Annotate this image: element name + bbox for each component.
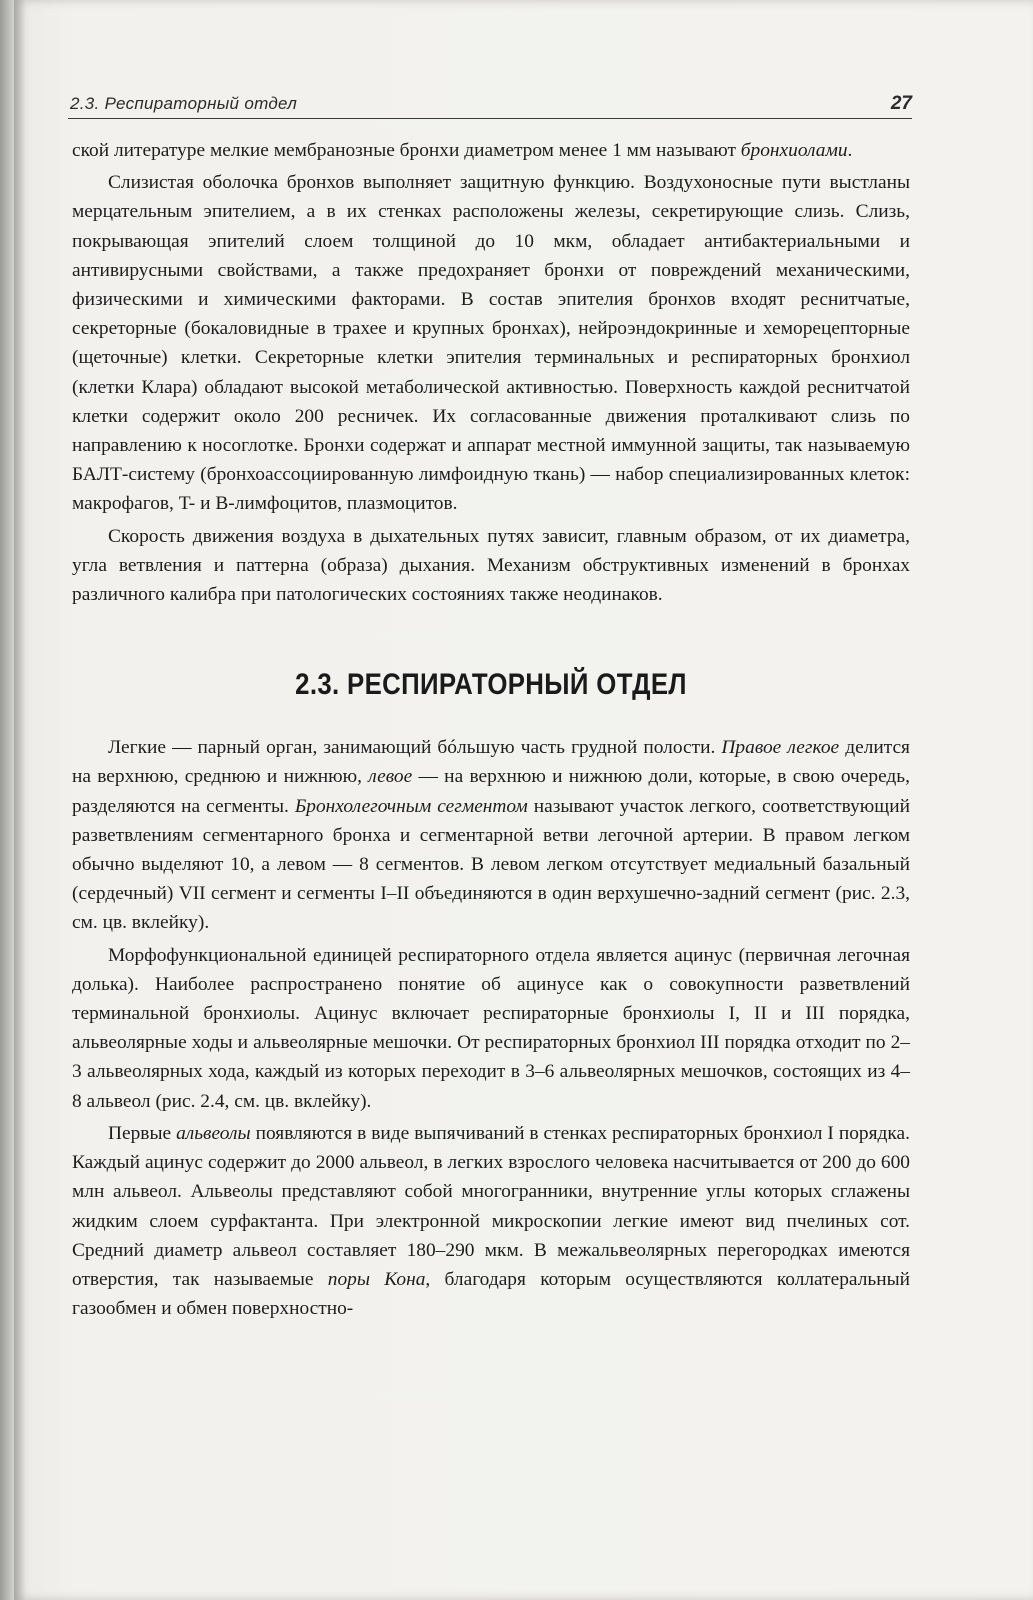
paragraph-continuation (72, 136, 910, 165)
book-spine-shadow (0, 0, 14, 1600)
body-text (72, 136, 910, 1323)
term-alveoli: альвеолы (176, 1122, 251, 1144)
page-number: 27 (890, 93, 912, 114)
paragraph-text: — на верхнюю и нижнюю доли, которые, в свою очередь, разделяются на сегменты. (72, 766, 910, 817)
paragraph-mucosa: Слизистая оболочка бронхов выполняет защитную функцию. Воздухоносные пути выстланы мерцательным эпителием, а в их стенках расположены железы, секретирующие слизь. Слизь, покрывающая эпителий слоем толщиной до 10 мкм, обладает антибактериальными и антивирусными свойствами, а также предохраняет бронхи от повреждений механическими, физическими и химическими факторами. В состав эпителия бронхов входят реснитчатые, секреторные (бокаловидные в трахее и крупных бронхах), нейроэндокринные и хеморецепторные (щеточные) клетки. Секреторные клетки эпителия терминальных и респираторных бронхиол (клетки Клара) обладают высокой метаболической активностью. Поверхность каждой реснитчатой клетки содержит около 200 ресничек. Их согласованные движения проталкивают слизь по направлению к носоглотке. Бронхи содержат и аппарат местной иммунной защиты, так называемую БАЛТ-систему (бронхоассоциированную лимфоидную ткань) — набор специализированных клеток: макрофагов, T- и B-лимфоцитов, плазмоцитов. (72, 172, 910, 515)
term-right-lung: Правое легкое (721, 737, 840, 759)
paragraph-acinus: Морфофункциональной единицей респираторного отдела является ацинус (первичная легочная долька). Наиболее распространено понятие об ацинусе как о совокупности разветвлений терминальной бронхиолы. Ацинус включает респираторные бронхиолы I, II и III порядка, альвеолярные ходы и альвеолярные мешочки. От респираторных бронхиол III порядка отходит по 2–3 альвеолярных хода, каждый из которых переходит в 3–6 альвеолярных мешочков, состоящих из 4–8 альвеол (рис. 2.4, см. цв. вклейку). (72, 944, 910, 1112)
term-pores-of-kohn: поры Кона (327, 1268, 426, 1290)
paragraph-text: Легкие — парный орган, занимающий бóльшую часть грудной полости. (108, 737, 722, 759)
paragraph-text-end: . (847, 140, 853, 161)
paragraph-text: Первые (108, 1122, 177, 1144)
section-heading: 2.3. РЕСПИРАТОРНЫЙ ОТДЕЛ (295, 668, 687, 702)
paragraph-text: появляются в виде выпячиваний в стенках респираторных бронхиол I порядка. Каждый ацинус содержит до 2000 альвеол, в легких взрослого человека насчитывается от 200 до 600 млн альвеол. Альвеолы представляют собой многогранники, внутренние углы которых сглажены жидким слоем сурфактанта. При электронной микроскопии легкие имеют вид пчелиных сот. Средний диаметр альвеол составляет 180–290 мкм. В межальвеолярных перегородках имеются отверстия, так называемые (72, 1122, 910, 1290)
paragraph-alveoli (72, 1119, 910, 1323)
running-header-section-title: 2.3. Респираторный отдел (70, 94, 298, 113)
book-page (14, 0, 1033, 1600)
term-left-lung: левое (368, 766, 413, 788)
paragraph-text: называют участок легкого, соответствующий разветвлениям сегментарного бронха и сегментарной ветви легочной артерии. В правом легком обычно выделяют 10, а левом — 8 сегментов. В левом легком отсутствует медиальный базальный (сердечный) VII сегмент и сегменты I–II объединяются в один верхушечно-задний сегмент (рис. 2.3, см. цв. вклейку). (72, 795, 910, 934)
paragraph-lungs (72, 733, 910, 937)
paragraph-airflow: Скорость движения воздуха в дыхательных путях зависит, главным образом, от их диаметра, угла ветвления и паттерна (образа) дыхания. Механизм обструктивных изменений в бронхах различного калибра при патологических состояниях также неодинаков. (72, 525, 910, 606)
paragraph-text: , благодаря которым осуществляются коллатеральный газообмен и обмен поверхностно- (72, 1268, 911, 1320)
paragraph-text: делится на верхнюю, среднюю и нижнюю, (72, 737, 910, 788)
running-header (68, 90, 912, 119)
paragraph-text: ской литературе мелкие мембранозные бронхи диаметром менее 1 мм называют (72, 140, 741, 161)
term-bronchioles: бронхиолами (740, 140, 848, 161)
term-bronchopulmonary-segment: Бронхолегочным сегментом (294, 795, 528, 817)
